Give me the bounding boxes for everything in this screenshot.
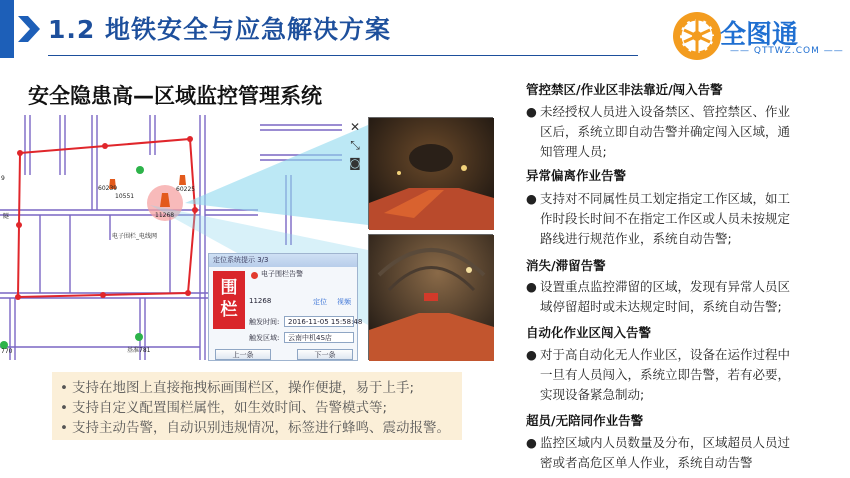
brand-url: —— QTTWZ.COM ——	[730, 46, 844, 56]
next-button[interactable]: 下一条	[297, 349, 353, 360]
feature-bullet: • 支持主动告警，自动识别违规情况，标签进行蜂鸣、震动报警。	[60, 420, 450, 436]
alarm-tag-id: 11268	[249, 297, 272, 305]
map-tag-label: 60225	[176, 186, 196, 193]
trigger-area-field: 云南中机4S店	[284, 332, 354, 343]
alert-description: ● 未经授权人员进入设备禁区、管控禁区、作业 区后，系统立即自动告警并确定闯入区域，通 知管理人员;	[526, 104, 791, 159]
brand-name: 全图通	[720, 20, 799, 50]
alarm-heading: 电子围栏告警	[261, 270, 303, 278]
alert-heading: 超员/无陪同作业告警	[526, 413, 644, 428]
fence-badge: 围栏	[213, 271, 245, 329]
feature-bullet: • 支持自定义配置围栏属性，如生效时间、告警模式等;	[60, 400, 388, 416]
alert-heading: 自动化作业区闯入告警	[526, 325, 652, 340]
alert-description: ● 对于高自动化无人作业区，设备在运作过程中 一旦有人员闯入，系统立即告警，若有必要， 实现设备紧急制动;	[526, 347, 791, 402]
locate-link[interactable]: 定位	[313, 298, 327, 306]
map-tag-label: 10551	[115, 193, 135, 200]
construction-camera-photo	[368, 234, 493, 360]
feature-bullets	[52, 372, 462, 440]
section-title: 安全隐患高—区域监控管理系统	[28, 84, 322, 108]
feature-bullet: • 支持在地图上直接拖拽标画围栏区，操作便捷，易于上手;	[60, 380, 415, 396]
map-tag-label: 60239	[98, 185, 118, 192]
trigger-time-field: 2016-11-05 15:58:48	[284, 316, 354, 327]
video-link[interactable]: 视频	[337, 298, 351, 306]
alert-heading: 异常偏离作业告警	[526, 168, 627, 183]
fence-name-label: 电子围栏_电线网	[112, 233, 158, 240]
chevron-right-icon	[16, 14, 44, 44]
page-title: 1.2 地铁安全与应急解决方案	[48, 15, 391, 44]
map-edge-label: 隧	[3, 213, 10, 220]
header-accent-bar	[0, 0, 14, 58]
map-edge-label: 770	[1, 348, 13, 355]
tunnel-camera-photo	[368, 117, 493, 229]
alert-description: ● 监控区域内人员数量及分布，区域超员人员过 密或者高危区单人作业，系统自动告警	[526, 435, 791, 470]
trigger-area-label: 触发区域:	[249, 334, 280, 342]
alert-description: ● 设置重点监控滞留的区域，发现有异常人员区 域停留超时或未达规定时间，系统自动告警;	[526, 279, 791, 314]
alert-heading: 管控禁区/作业区非法靠近/闯入告警	[526, 82, 723, 97]
popup-titlebar: 定位系统提示 3/3	[209, 254, 357, 267]
alert-description: ● 支持对不同属性员工划定指定工作区域，如工 作时段长时间不在指定工作区或人员未按规定 路线进行规范作业，系统自动告警;	[526, 191, 791, 246]
alarm-dot-icon	[251, 272, 258, 279]
camera-tool-icon[interactable]: ◙	[349, 156, 361, 170]
prev-button[interactable]: 上一条	[215, 349, 271, 360]
close-tool-icon[interactable]: ✕	[349, 120, 361, 134]
map-tag-label: 11268	[155, 212, 175, 219]
trigger-time-label: 触发时间:	[249, 318, 280, 326]
draw-line-tool-icon[interactable]: ⤡	[350, 138, 360, 152]
map-edge-label: 9	[1, 175, 5, 182]
header-divider	[48, 55, 638, 56]
alert-heading: 消失/滞留告警	[526, 258, 606, 273]
map-tag-label: 基准781	[127, 347, 151, 354]
alarm-popup	[208, 253, 363, 361]
